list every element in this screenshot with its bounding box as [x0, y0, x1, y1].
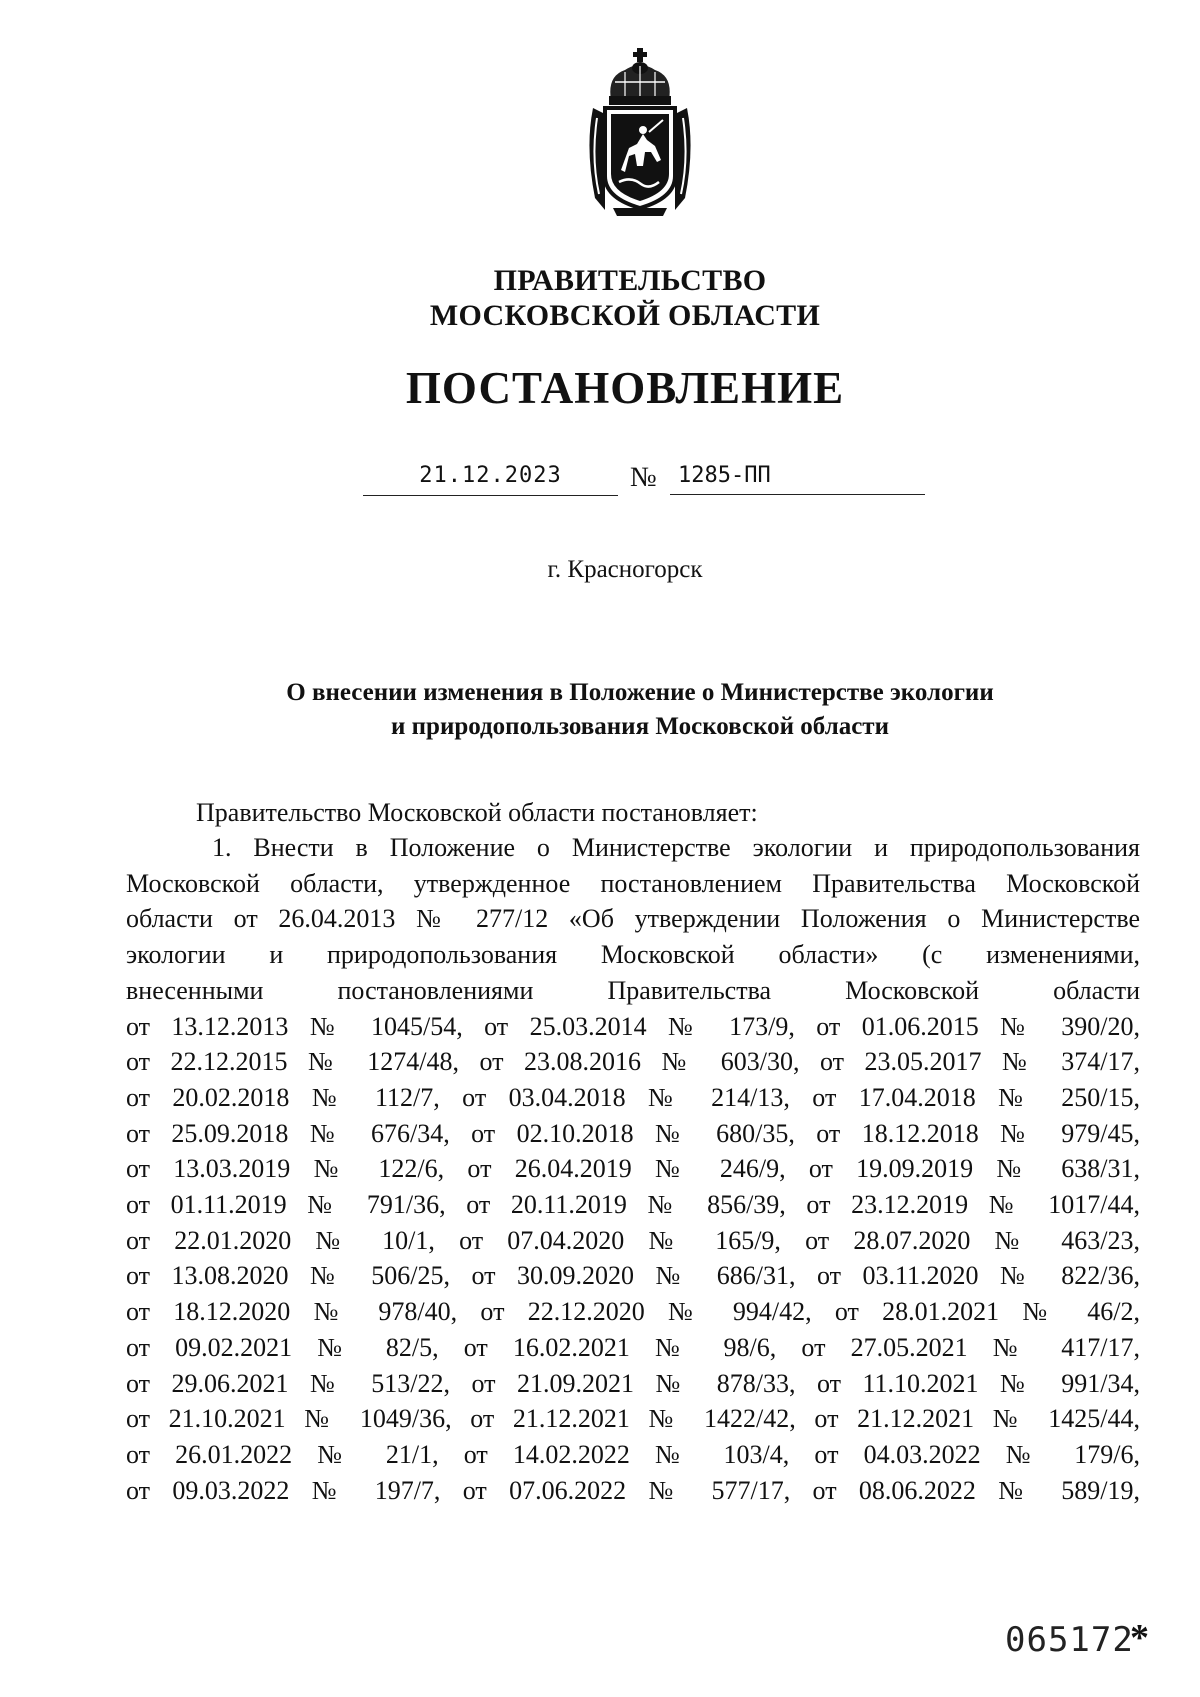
body-line: от 18.12.2020 № 978/40, от 22.12.2020 № 994/42, от 28.01.2021 № 46/2,: [126, 1297, 1140, 1327]
number-sign: №: [630, 462, 657, 493]
subject-line: и природопользования Московской области: [390, 713, 889, 740]
body-paragraph: [126, 830, 1140, 1508]
body-line: от 13.08.2020 № 506/25, от 30.09.2020 № 686/31, от 03.11.2020 № 822/36,: [126, 1261, 1140, 1291]
body-line: от 09.02.2021 № 82/5, от 16.02.2021 № 98/6, от 27.05.2021 № 417/17,: [126, 1332, 1140, 1362]
coat-of-arms-icon: [585, 48, 695, 216]
body-intro: Правительство Московской области постановляет:: [196, 798, 758, 827]
body-line: от 21.10.2021 № 1049/36, от 21.12.2021 № 1422/42, от 21.12.2021 № 1425/44,: [126, 1404, 1140, 1434]
body-line: 1. Внести в Положение о Министерстве экологии и природопользования: [212, 833, 1140, 862]
body-line: от 13.03.2019 № 122/6, от 26.04.2019 № 246/9, от 19.09.2019 № 638/31,: [126, 1154, 1140, 1184]
document-city: г. Красногорск: [547, 556, 703, 583]
body-line: от 13.12.2013 № 1045/54, от 25.03.2014 № 173/9, от 01.06.2015 № 390/20,: [126, 1011, 1140, 1041]
document-subject: [0, 676, 1200, 744]
body-line: внесенными постановлениями Правительства Московской области: [126, 975, 1140, 1005]
serial-number: 065172: [1005, 1620, 1134, 1660]
body-line: от 22.01.2020 № 10/1, от 07.04.2020 № 165/9, от 28.07.2020 № 463/23,: [126, 1225, 1140, 1255]
document-date: 21.12.2023: [363, 457, 618, 496]
body-line: экологии и природопользования Московской области» (с изменениями,: [126, 940, 1140, 970]
org-name-line1: ПРАВИТЕЛЬСТВО: [493, 264, 767, 297]
org-name-line2: МОСКОВСКОЙ ОБЛАСТИ: [429, 299, 821, 332]
body-line: от 26.01.2022 № 21/1, от 14.02.2022 № 103/4, от 04.03.2022 № 179/6,: [126, 1439, 1140, 1469]
body-line: от 20.02.2018 № 112/7, от 03.04.2018 № 214/13, от 17.04.2018 № 250/15,: [126, 1082, 1140, 1112]
asterisk-mark: *: [1130, 1617, 1149, 1659]
subject-line: О внесении изменения в Положение о Министерстве экологии: [286, 679, 994, 706]
body-line: от 22.12.2015 № 1274/48, от 23.08.2016 № 603/30, от 23.05.2017 № 374/17,: [126, 1047, 1140, 1077]
body-line: от 09.03.2022 № 197/7, от 07.06.2022 № 577/17, от 08.06.2022 № 589/19,: [126, 1475, 1140, 1505]
body-line: от 29.06.2021 № 513/22, от 21.09.2021 № 878/33, от 11.10.2021 № 991/34,: [126, 1368, 1140, 1398]
body-line: Московской области, утвержденное постановлением Правительства Московской: [126, 868, 1140, 898]
document-number: 1285-ПП: [670, 457, 925, 495]
body-line: от 25.09.2018 № 676/34, от 02.10.2018 № 680/35, от 18.12.2018 № 979/45,: [126, 1118, 1140, 1148]
document-type-title: ПОСТАНОВЛЕНИЕ: [405, 363, 845, 413]
body-line: от 01.11.2019 № 791/36, от 20.11.2019 № 856/39, от 23.12.2019 № 1017/44,: [126, 1190, 1140, 1220]
body-line: области от 26.04.2013 № 277/12 «Об утверждении Положения о Министерстве: [126, 904, 1140, 934]
